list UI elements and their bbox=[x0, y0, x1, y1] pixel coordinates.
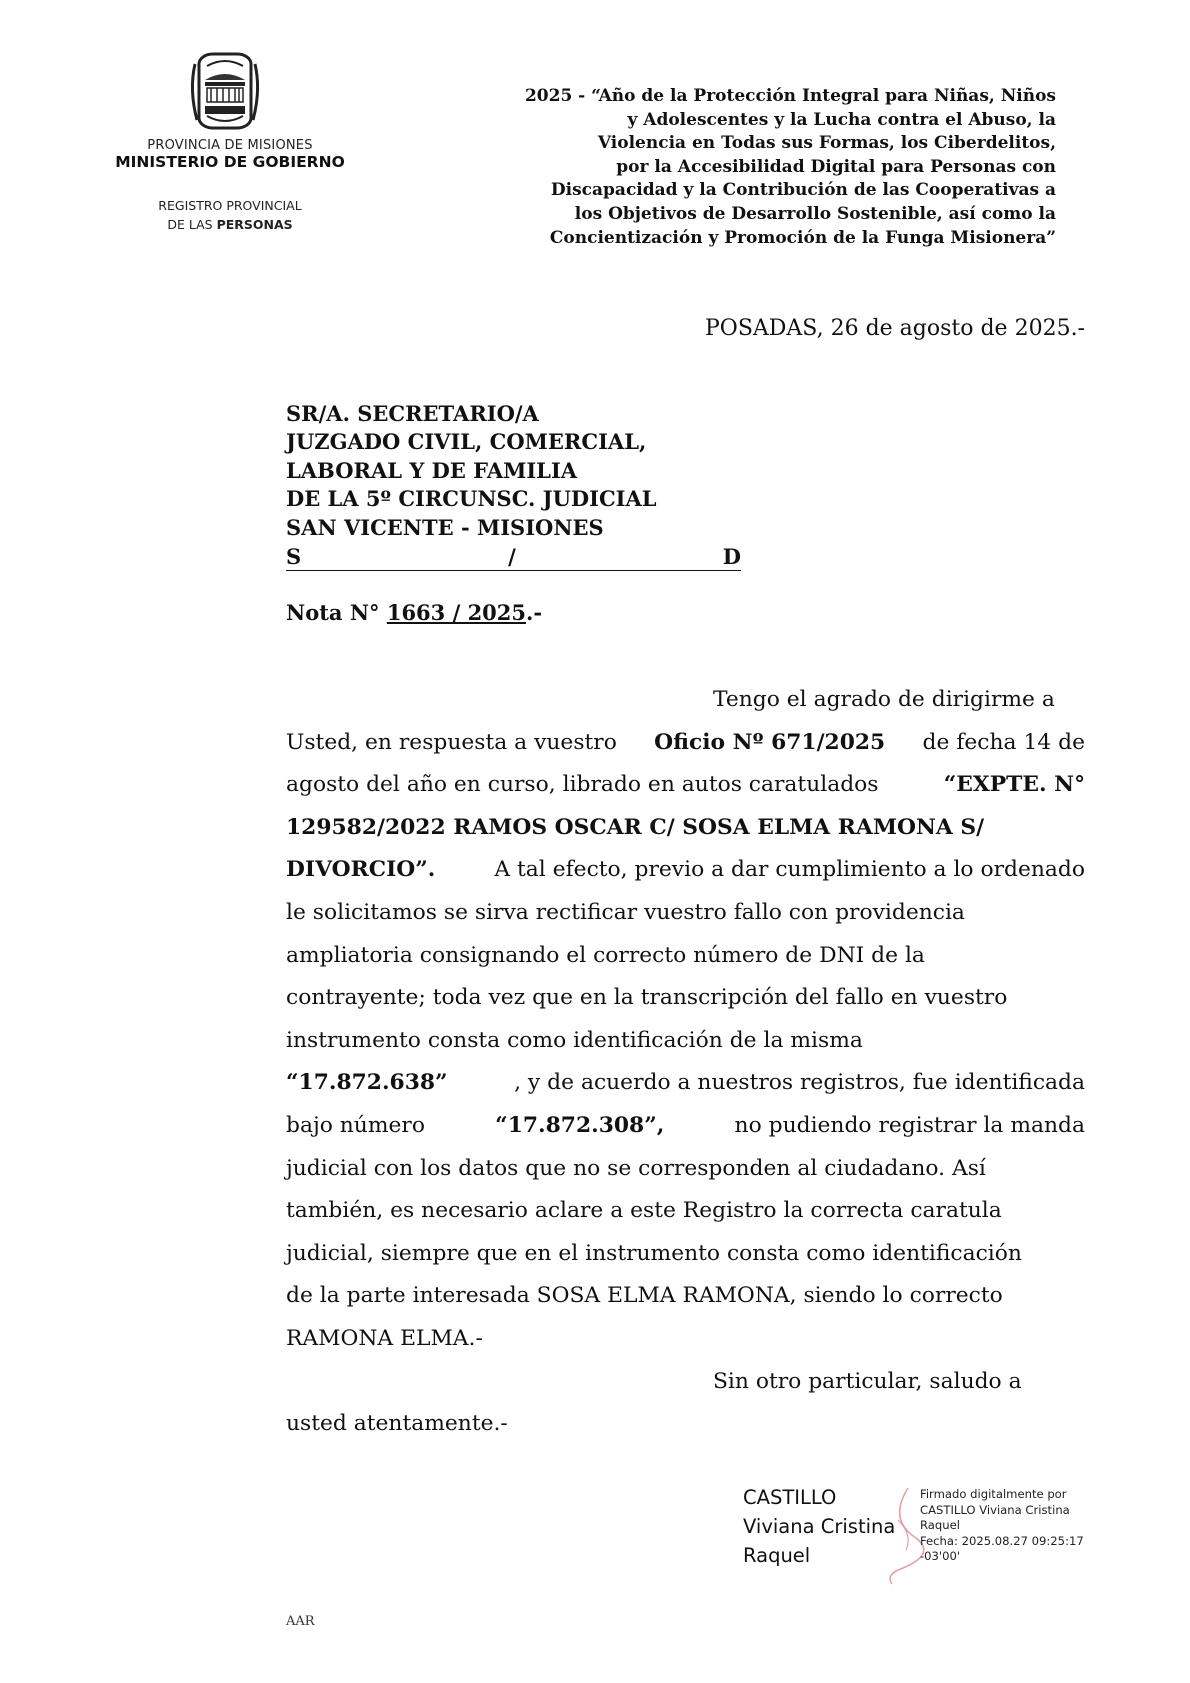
year-motto bbox=[440, 85, 1056, 250]
signer-name-line: CASTILLO bbox=[743, 1486, 837, 1509]
case-reference: “EXPTE. N° bbox=[943, 772, 1085, 798]
body-line bbox=[286, 1020, 1085, 1063]
body-line bbox=[286, 1190, 1085, 1233]
author-initials: AAR bbox=[286, 1614, 315, 1629]
addressee-block bbox=[286, 400, 756, 571]
motto-line: y Adolescentes y la Lucha contra el Abuso, la bbox=[627, 109, 1056, 130]
body-line bbox=[286, 1233, 1085, 1276]
su-despacho-line bbox=[286, 544, 741, 571]
signer-name-line: Viviana Cristina bbox=[743, 1515, 896, 1538]
body-text: Tengo el agrado de dirigirme a bbox=[713, 687, 1055, 712]
registry-name-line2 bbox=[120, 217, 340, 232]
body-line bbox=[286, 892, 1085, 935]
motto-line: Discapacidad y la Contribución de las Cooperativas a bbox=[550, 180, 1056, 201]
closing-line bbox=[286, 1361, 1085, 1404]
body-line bbox=[286, 679, 1085, 722]
addressee-line: JUZGADO CIVIL, COMERCIAL, bbox=[286, 429, 647, 455]
digital-signature-line: Raquel bbox=[920, 1518, 960, 1532]
body-line bbox=[286, 935, 1085, 978]
motto-line: los Objetivos de Desarrollo Sostenible, así como la bbox=[574, 203, 1056, 224]
body-line bbox=[286, 807, 1085, 850]
province-name: PROVINCIA DE MISIONES bbox=[147, 138, 313, 153]
registry-bold: PERSONAS bbox=[216, 217, 293, 232]
body-line bbox=[286, 1105, 1085, 1148]
case-reference: 129582/2022 RAMOS OSCAR C/ SOSA ELMA RAMONA S/ bbox=[286, 814, 985, 840]
body-line bbox=[286, 1148, 1085, 1191]
body-line bbox=[286, 1062, 1085, 1105]
letter-date: POSADAS, 26 de agosto de 2025.- bbox=[704, 316, 1085, 341]
note-number: 1663 / 2025 bbox=[386, 600, 527, 625]
motto-line: 2025 - “Año de la Protección Integral para Niñas, Niños bbox=[524, 86, 1056, 106]
body-text: judicial, siempre que en el instrumento consta como identificación bbox=[286, 1240, 1022, 1266]
body-text: de la parte interesada SOSA ELMA RAMONA, siendo lo correcto bbox=[286, 1283, 1003, 1309]
addressee-line: LABORAL Y DE FAMILIA bbox=[286, 457, 578, 483]
digital-signature-line: Fecha: 2025.08.27 09:25:17 bbox=[920, 1533, 1084, 1548]
registry-prefix: DE LAS bbox=[167, 217, 213, 232]
sd-right: D bbox=[722, 544, 741, 570]
addressee-line: SAN VICENTE - MISIONES bbox=[286, 514, 604, 540]
note-label: Nota N° bbox=[286, 600, 380, 625]
dni-wrong: “17.872.638” bbox=[286, 1070, 448, 1096]
body-line: RAMONA ELMA.- bbox=[286, 1325, 483, 1351]
body-line bbox=[286, 849, 1085, 892]
body-text: A tal efecto, previo a dar cumplimiento a lo ordenado bbox=[494, 857, 1085, 883]
addressee-line: DE LA 5º CIRCUNSC. JUDICIAL bbox=[286, 486, 657, 512]
provincial-seal-icon bbox=[185, 50, 265, 132]
body-text: también, es necesario aclare a este Registro la correcta caratula bbox=[286, 1198, 1002, 1224]
body-text: ampliatoria consignando el correcto número de DNI de la bbox=[286, 942, 925, 968]
closing-line: usted atentamente.- bbox=[286, 1411, 508, 1437]
body-text: bajo número bbox=[286, 1112, 425, 1138]
note-number-line bbox=[286, 600, 542, 625]
body-line bbox=[286, 764, 1085, 807]
sd-left: S bbox=[286, 544, 302, 570]
digital-signature-line: -03'00' bbox=[920, 1549, 961, 1563]
case-reference: DIVORCIO”. bbox=[286, 857, 436, 883]
dni-correct: “17.872.308”, bbox=[495, 1112, 665, 1138]
body-text: contrayente; toda vez que en la transcripción del fallo en vuestro bbox=[286, 985, 1008, 1011]
body-line bbox=[286, 722, 1085, 765]
ministry-name: MINISTERIO DE GOBIERNO bbox=[115, 153, 345, 171]
oficio-reference: Oficio Nº 671/2025 bbox=[654, 729, 886, 755]
body-line bbox=[286, 1275, 1085, 1318]
body-text: instrumento consta como identificación de la misma bbox=[286, 1027, 863, 1053]
body-text: le solicitamos se sirva rectificar vuestro fallo con providencia bbox=[286, 899, 965, 925]
sd-mid: / bbox=[508, 544, 516, 570]
digital-signature-line: Firmado digitalmente por bbox=[920, 1487, 1067, 1501]
note-suffix: .- bbox=[526, 600, 543, 625]
signer-name-line: Raquel bbox=[743, 1544, 811, 1567]
body-text: agosto del año en curso, librado en autos caratulados bbox=[286, 772, 879, 798]
closing-text: Sin otro particular, saludo a bbox=[713, 1368, 1022, 1394]
addressee-line: SR/A. SECRETARIO/A bbox=[286, 401, 539, 426]
body-text: de fecha 14 de bbox=[922, 729, 1085, 755]
registry-name-line1: REGISTRO PROVINCIAL bbox=[158, 198, 302, 213]
motto-line: Violencia en Todas sus Formas, los Ciberdelitos, bbox=[597, 133, 1056, 154]
motto-line: por la Accesibilidad Digital para Personas con bbox=[616, 156, 1056, 177]
body-text: Usted, en respuesta a vuestro bbox=[286, 729, 617, 755]
body-text: no pudiendo registrar la manda bbox=[734, 1112, 1085, 1138]
letter-body bbox=[286, 679, 1085, 1446]
body-text: , y de acuerdo a nuestros registros, fue identificada bbox=[514, 1070, 1085, 1096]
body-line bbox=[286, 977, 1085, 1020]
digital-signature-info bbox=[920, 1487, 1084, 1565]
digital-signature-line: CASTILLO Viviana Cristina bbox=[920, 1502, 1070, 1517]
motto-line: Concientización y Promoción de la Funga Misionera” bbox=[549, 227, 1056, 248]
body-text: judicial con los datos que no se corresponden al ciudadano. Así bbox=[286, 1155, 986, 1181]
